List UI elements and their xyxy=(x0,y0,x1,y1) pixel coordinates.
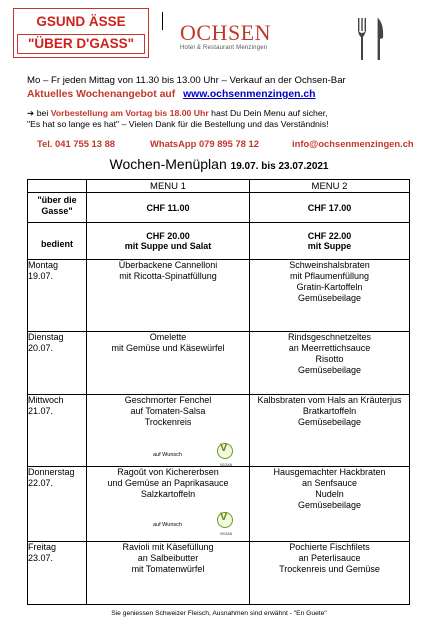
dish-line: Omelette xyxy=(149,332,187,342)
dish-line: mit Gemüse und Käsewürfel xyxy=(111,343,225,353)
day-name: Donnerstag xyxy=(28,467,75,477)
thursday-menu2 xyxy=(250,467,410,542)
weekly-offer xyxy=(27,89,315,100)
dish-line: an Peterlisauce xyxy=(298,553,361,563)
day-cell xyxy=(28,332,87,395)
dish-line: Geschmorter Fenchel xyxy=(124,395,212,405)
vegan-badge-icon: V VEGAN xyxy=(217,512,233,528)
vegan-badge-icon: V VEGAN xyxy=(217,443,233,459)
dish-line: an Meerrettichsauce xyxy=(288,343,371,353)
wednesday-menu1 xyxy=(87,395,250,467)
phone-number[interactable]: Tel. 041 755 13 88 xyxy=(37,138,116,149)
opening-hours: Mo – Fr jeden Mittag von 11.30 bis 13.00 Uhr – Verkauf an der Ochsen-Bar xyxy=(27,75,346,86)
dish-line: Gratin-Kartoffeln xyxy=(296,282,363,292)
dish-line: Überbackene Cannelloni xyxy=(118,260,218,270)
day-name: Freitag xyxy=(28,542,57,552)
row-label-gasse: "über die Gasse" xyxy=(28,193,87,223)
bedient-menu1 xyxy=(87,223,250,260)
bedient-note-menu1: mit Suppe und Salat xyxy=(124,241,212,251)
day-date: 19.07. xyxy=(28,271,54,281)
dish-line: Gemüsebeilage xyxy=(297,417,362,427)
preorder-thanks: "Es hat so lange es hat" – Vielen Dank für die Bestellung und das Verständnis! xyxy=(27,119,329,129)
day-name: Montag xyxy=(28,260,59,270)
restaurant-logo xyxy=(180,22,300,51)
table-header-row xyxy=(28,180,410,193)
day-cell xyxy=(28,395,87,467)
gasse-price-menu2: CHF 17.00 xyxy=(250,193,410,223)
header-menu2: MENU 2 xyxy=(250,180,410,193)
dish-line: Gemüsebeilage xyxy=(297,365,362,375)
dish-line: Gemüsebeilage xyxy=(297,500,362,510)
day-date: 20.07. xyxy=(28,343,54,353)
dish-line: an Salbeibutter xyxy=(137,553,199,563)
day-cell xyxy=(28,542,87,605)
on-request-note: auf Wunsch xyxy=(153,452,182,458)
email-address[interactable]: info@ochsenmenzingen.ch xyxy=(292,138,414,149)
dish-line: auf Tomaten-Salsa xyxy=(130,406,206,416)
dish-line: Hausgemachter Hackbraten xyxy=(273,467,386,477)
day-date: 21.07. xyxy=(28,406,54,416)
gasse-price-menu1: CHF 11.00 xyxy=(87,193,250,223)
bedient-price-menu2: CHF 22.00 xyxy=(307,231,352,241)
thursday-menu1 xyxy=(87,467,250,542)
table-row-friday xyxy=(28,542,410,605)
bedient-price-menu1: CHF 20.00 xyxy=(146,231,190,241)
slogan-line1: GSUND ÄSSE xyxy=(36,14,126,29)
restaurant-subtitle: Hotel & Restaurant Menzingen xyxy=(180,45,268,51)
plan-heading: Wochen-Menüplan xyxy=(109,156,227,172)
dish-line: Risotto xyxy=(315,354,344,364)
preorder-deadline: Vorbestellung am Vortag bis 18.00 Uhr xyxy=(50,108,209,118)
header-blank xyxy=(28,180,87,193)
dish-line: an Senfsauce xyxy=(301,478,358,488)
dish-line: Salzkartoffeln xyxy=(140,489,196,499)
dish-line: Kalbsbraten vom Hals an Kräuterjus xyxy=(257,395,402,405)
dish-line: Schweinshalsbraten xyxy=(289,260,370,270)
day-name: Dienstag xyxy=(28,332,64,342)
day-cell xyxy=(28,260,87,332)
friday-menu2 xyxy=(250,542,410,605)
dish-line: Pochierte Fischfilets xyxy=(289,542,370,552)
table-row-tuesday xyxy=(28,332,410,395)
weekly-offer-label: Aktuelles Wochenangebot auf xyxy=(27,89,176,100)
table-row-monday xyxy=(28,260,410,332)
footer-note: Sie geniessen Schweizer Fleisch, Ausnahmen sind erwähnt - "En Guete" xyxy=(111,610,327,617)
table-row-wednesday xyxy=(28,395,410,467)
fork-knife-icon xyxy=(356,16,386,62)
preorder-note: ➔ bei Vorbestellung am Vortag bis 18.00 Uhr hast Du Dein Menu auf sicher, "Es hat so lange es hat" – Vielen Dank für die Bestellung und das Verständnis! xyxy=(27,108,329,129)
plan-dates: 19.07. bis 23.07.2021 xyxy=(230,161,329,172)
dish-line: Rindsgeschnetzeltes xyxy=(287,332,372,342)
dish-line: mit Pflaumenfüllung xyxy=(289,271,370,281)
plan-title xyxy=(0,156,438,172)
whatsapp-number[interactable]: WhatsApp 079 895 78 12 xyxy=(150,138,259,149)
dish-line: Trockenreis und Gemüse xyxy=(279,564,380,574)
bedient-note-menu2: mit Suppe xyxy=(307,241,352,251)
wednesday-menu2 xyxy=(250,395,410,467)
website-link[interactable]: www.ochsenmenzingen.ch xyxy=(183,89,316,100)
monday-menu1 xyxy=(87,260,250,332)
dish-line: Nudeln xyxy=(315,489,344,499)
slogan-logo xyxy=(13,8,149,58)
restaurant-name: OCHSEN xyxy=(180,20,272,45)
bedient-menu2 xyxy=(250,223,410,260)
arrow-right-icon: ➔ xyxy=(27,108,35,118)
monday-menu2 xyxy=(250,260,410,332)
divider xyxy=(162,12,163,30)
dish-line: Ragoût von Kichererbsen xyxy=(117,467,219,477)
table-row-thursday xyxy=(28,467,410,542)
dish-line: Bratkartoffeln xyxy=(302,406,357,416)
table-row-gasse xyxy=(28,193,410,223)
tuesday-menu1 xyxy=(87,332,250,395)
menu-table xyxy=(27,179,410,605)
day-date: 22.07. xyxy=(28,478,54,488)
tuesday-menu2 xyxy=(250,332,410,395)
dish-line: Trockenreis xyxy=(144,417,192,427)
table-row-bedient xyxy=(28,223,410,260)
on-request-note: auf Wunsch xyxy=(153,522,182,528)
dish-line: Ravioli mit Käsefüllung xyxy=(122,542,214,552)
friday-menu1 xyxy=(87,542,250,605)
dish-line: mit Tomatenwürfel xyxy=(131,564,205,574)
day-name: Mittwoch xyxy=(28,395,64,405)
dish-line: Gemüsebeilage xyxy=(297,293,362,303)
dish-line: mit Ricotta-Spinatfüllung xyxy=(119,271,217,281)
header-menu1: MENU 1 xyxy=(87,180,250,193)
day-cell xyxy=(28,467,87,542)
slogan-line2: "ÜBER D'GASS" xyxy=(17,34,145,54)
row-label-bedient: bedient xyxy=(28,223,87,260)
day-date: 23.07. xyxy=(28,553,54,563)
dish-line: und Gemüse an Paprikasauce xyxy=(107,478,229,488)
